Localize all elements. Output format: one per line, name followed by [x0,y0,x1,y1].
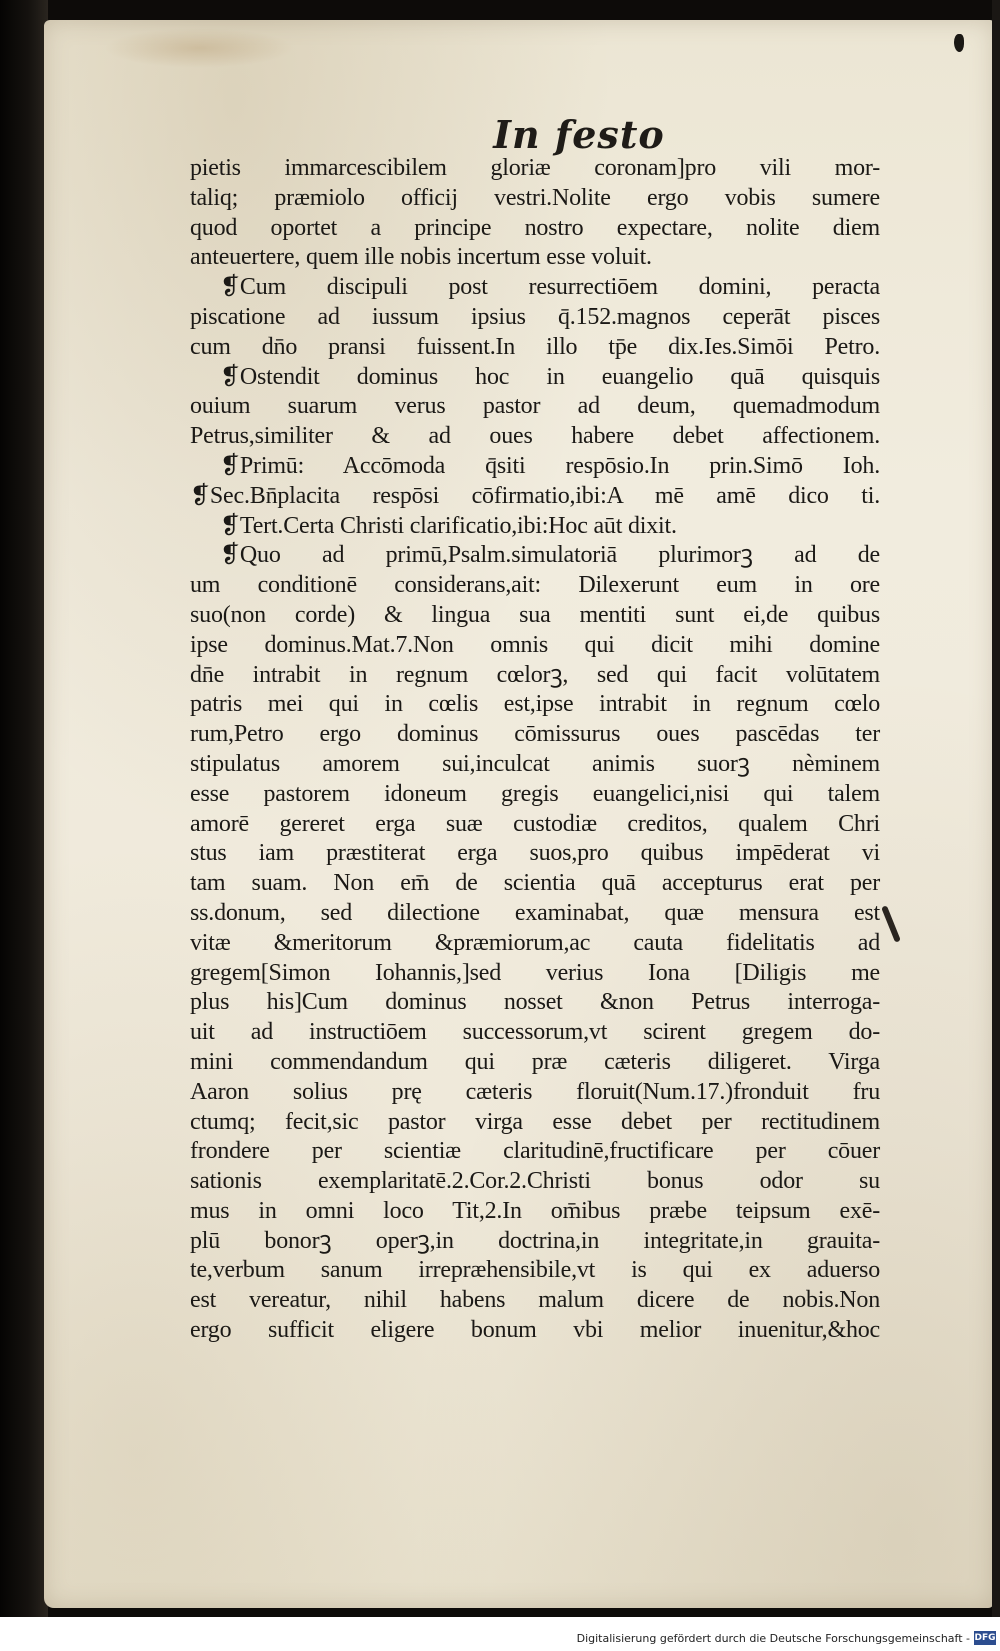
text-line: ouium suarum verus pastor ad deum, quemadmodum [190,393,880,420]
text-line: quod oportet a principe nostro expectare, nolite diem [190,214,880,241]
text-line: ❡Cum discipuli post resurrectiōem domini, peracta [220,274,880,301]
text-line: mini commendandum qui præ cæteris diligeret. Virga [190,1048,880,1075]
text-line: ergo sufficit eligere bonum vbi melior inuenitur,&hoc [190,1317,880,1344]
footer-bar [0,1617,1000,1651]
text-line: frondere per scientiæ claritudinē,fructificare per cōuer [190,1138,880,1165]
text-line: ss.donum, sed dilectione examinabat, quæ mensura est [190,899,880,926]
text-line: dn̄e intrabit in regnum cœlorꝫ, sed qui facit volūtatem [190,661,880,688]
book-spine-edge [0,0,48,1651]
text-line: um conditionē considerans,ait: Dilexerunt eum in ore [190,572,880,599]
text-line: rum,Petro ergo dominus cōmissurus oues pascēdas ter [190,721,880,748]
text-line: plus his]Cum dominus nosset &non Petrus interroga- [190,989,880,1016]
text-line: ctumq; fecit,sic pastor virga esse debet per rectitudinem [190,1108,880,1135]
text-line: est vereatur, nihil habens malum dicere de nobis.Non [190,1287,880,1314]
text-line: tam suam. Non em̄ de scientia quā accepturus erat per [190,870,880,897]
text-line: taliq; præmiolo officij vestri.Nolite ergo vobis sumere [190,184,880,211]
text-line: te,verbum sanum irrepræhensibile,vt is qui ex aduerso [190,1257,880,1284]
text-line: sationis exemplaritatē.2.Cor.2.Christi bonus odor su [190,1168,880,1195]
text-block [190,154,880,1346]
text-line: suo(non corde) & lingua sua mentiti sunt ei,de quibus [190,601,880,628]
text-line: pietis immarcescibilem gloriæ coronam]pro vili mor- [190,155,880,181]
text-line: mus in omni loco Tit,2.In om̄ibus præbe teipsum exē- [190,1197,880,1224]
text-line: ❡Primū: Accōmoda q̄siti respōsio.In prin.Simō Ioh. [220,452,880,479]
text-line: Aaron solius prę cæteris floruit(Num.17.)fronduit fru [190,1078,880,1105]
text-line: stipulatus amorem sui,inculcat animis suorꝫ nèminem [190,750,880,777]
page-edge [992,0,1000,1651]
text-line: ❡Tert.Certa Christi clarificatio,ibi:Hoc aūt dixit. [220,512,677,539]
text-line: ❡Sec.Bn̄placita respōsi cōfirmatio,ibi:A mē amē dico ti. [190,482,880,509]
text-line: amorē gereret erga suæ custodiæ creditos, qualem Chri [190,810,880,837]
text-line: esse pastorem idoneum gregis euangelici,nisi qui talem [190,780,880,807]
text-line: ❡Quo ad primū,Psalm.simulatoriā plurimorꝫ ad de [220,542,880,569]
text-line: Petrus,similiter & ad oues habere debet affectionem. [190,423,880,450]
text-line: uit ad instructiōem successorum,vt scirent gregem do- [190,1019,880,1046]
text-line: vitæ &meritorum &præmiorum,ac cauta fidelitatis ad [190,929,880,956]
funding-note: Digitalisierung gefördert durch die Deutsche Forschungsgemeinschaft - [576,1632,970,1645]
text-line: anteuertere, quem ille nobis incertum esse voluit. [190,244,652,271]
text-line: plū bonorꝫ operꝫ,in doctrina,in integritate,in grauita- [190,1227,880,1254]
dfg-logo: DFG [974,1633,996,1643]
text-line: piscatione ad iussum ipsius q̄.152.magnos ceperāt pisces [190,303,880,330]
text-line: stus iam præstiterat erga suos,pro quibus impēderat vi [190,840,880,867]
text-line: patris mei qui in cœlis est,ipse intrabit in regnum cœlo [190,691,880,718]
text-line: cum dn̄o pransi fuissent.In illo tp̄e dix.Ies.Simōi Petro. [190,333,880,360]
text-line: gregem[Simon Iohannis,]sed verius Iona [Diligis me [190,959,880,986]
ink-mark [954,34,964,52]
text-line: ❡Ostendit dominus hoc in euangelio quā quisquis [220,363,880,390]
paper-stain [104,28,294,68]
text-line: ipse dominus.Mat.7.Non omnis qui dicit mihi domine [190,631,880,658]
running-head: In festo [493,112,665,157]
